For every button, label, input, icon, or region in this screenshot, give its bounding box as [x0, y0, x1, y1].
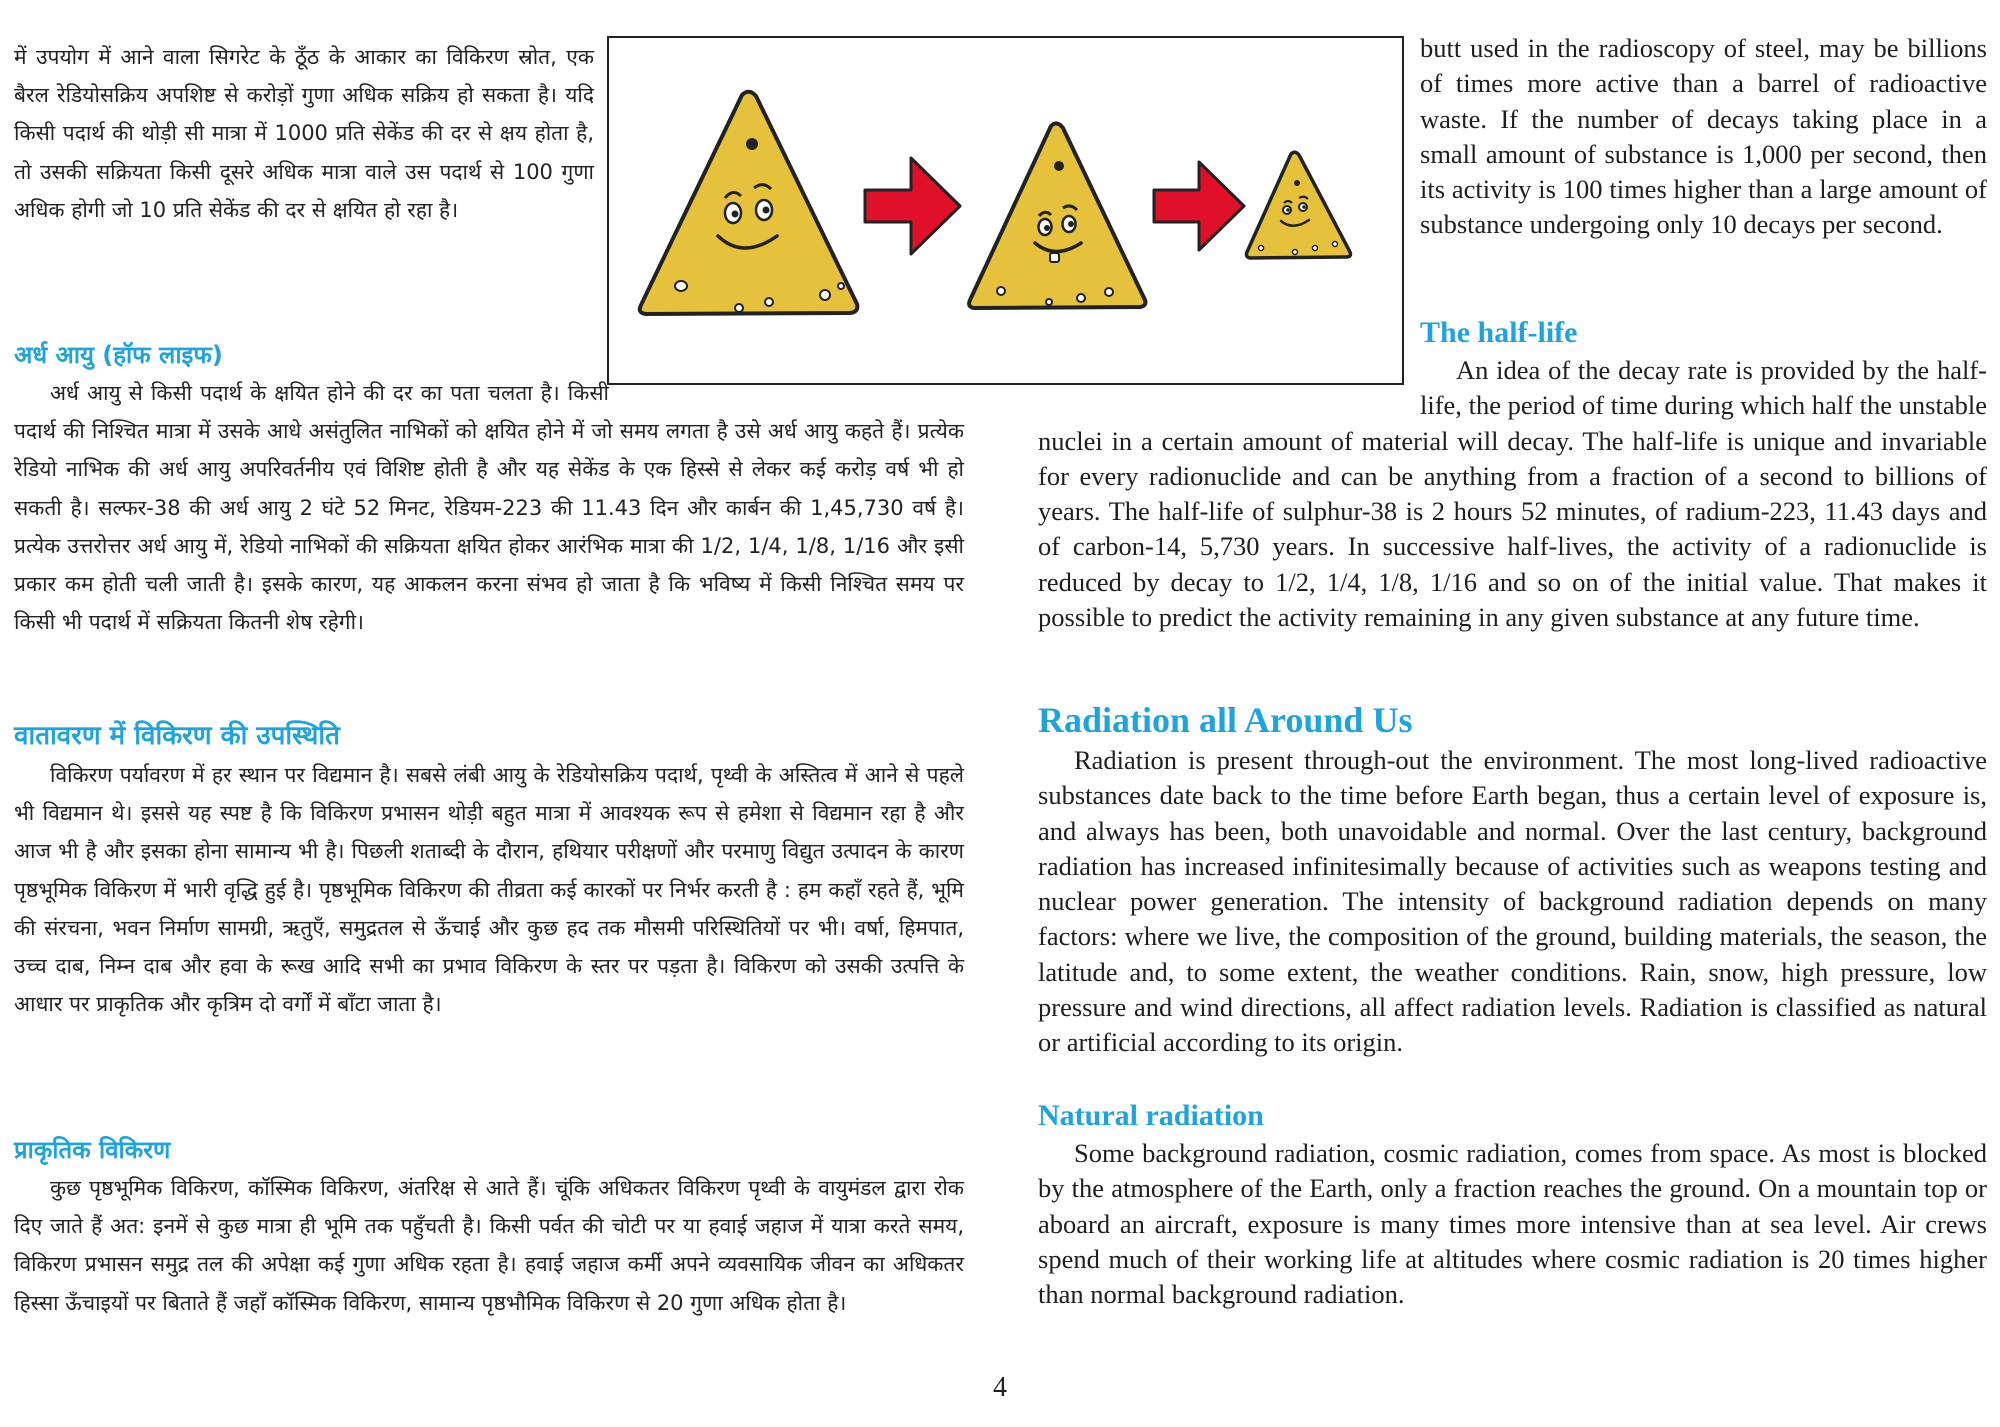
large-triangle-icon — [640, 92, 858, 314]
medium-triangle-icon — [969, 123, 1145, 308]
hindi-halflife-section — [14, 336, 964, 641]
arrow-right-icon — [1154, 162, 1244, 250]
english-halflife-paragraph: An idea of the decay rate is provided by the half-life, the period of time during which half the unstable nuclei in a certain amount of material will decay. The half-life is unique and invariable for every radionuclide and can be anything from a fraction of a second to billions of years. The half-life of sulphur-38 is 2 hours 52 minutes, of radium-223, 11.43 days and of carbon-14, 5,730 years. In successive half-lives, the activity of a radionuclide is reduced by decay to 1/2, 1/4, 1/8, 1/16 and so on of the initial value. That makes it possible to predict the activity remaining in any given substance at any future time. — [1038, 355, 1987, 633]
english-natural-heading: Natural radiation — [1038, 1099, 1264, 1132]
english-around-heading: Radiation all Around Us — [1038, 700, 1413, 740]
hindi-halflife-paragraph: अर्ध आयु से किसी पदार्थ के क्षयित होने की दर का पता चलता है। किसी पदार्थ की निश्चित मात्रा में उसके आधे असंतुलित नाभिकों को क्षयित होने में जो समय लगता है उसे अर्ध आयु कहते हैं। प्रत्येक रेडियो नाभिक की अर्ध आयु अपरिवर्तनीय एवं विशिष्ट होती है और यह सेकेंड के एक हिस्से से लेकर कई करोड़ वर्ष भी हो सकती है। सल्फर-38 की अर्ध आयु 2 घंटे 52 मिनट, रेडियम-223 की 11.43 दिन और कार्बन की 1,45,730 वर्ष है। प्रत्येक उत्तरोत्तर अर्ध आयु में, रेडियो नाभिकों की सक्रियता क्षयित होकर आरंभिक मात्रा की 1/2, 1/4, 1/8, 1/16 और इसी प्रकार कम होती चली जाती है। इसके कारण, यह आकलन करना संभव हो जाता है कि भविष्य में किसी निश्चित समय पर किसी भी पदार्थ में सक्रियता कितनी शेष रहेगी। — [14, 381, 964, 635]
hindi-natural-section — [14, 1131, 964, 1322]
english-intro-block — [1420, 31, 1987, 243]
english-around-paragraph: Radiation is present through-out the environment. The most long-lived radioactive substances date back to the time before Earth began, thus a certain level of exposure is, and always has been, both unavoidable and normal. Over the last century, background radiation has increased infinitesimally because of activities such as weapons testing and nuclear power generation. The intensity of background radiation depends on many factors: where we live, the composition of the ground, building materials, the season, the latitude and, to some extent, the weather conditions. Rain, snow, high pressure, low pressure and wind directions, all affect radiation levels. Radiation is classified as natural or artificial according to its origin. — [1038, 745, 1987, 1058]
english-natural-section — [1038, 1096, 1987, 1312]
english-around-section — [1038, 697, 1987, 1061]
english-natural-paragraph: Some background radiation, cosmic radiation, comes from space. As most is blocked by the atmosphere of the Earth, only a fraction reaches the ground. On a mountain top or aboard an aircraft, exposure is many times more intensive than at sea level. Air crews spend much of their working life at altitudes where cosmic radiation is 20 times higher than normal background radiation. — [1038, 1138, 1987, 1310]
hindi-environment-paragraph: विकिरण पर्यावरण में हर स्थान पर विद्यमान है। सबसे लंबी आयु के रेडियोसक्रिय पदार्थ, पृथ्वी के अस्तित्व में आने से पहले भी विद्यमान थे। इससे यह स्पष्ट है कि विकिरण प्रभासन थोड़ी बहुत मात्रा में आवश्यक रूप से हमेशा से विद्यमान रहा है और आज भी है और इसका होना सामान्य भी है। पिछली शताब्दी के दौरान, हथियार परीक्षणों और परमाणु विद्युत उत्पादन के कारण पृष्ठभूमिक विकिरण में भारी वृद्धि हुई है। पृष्ठभूमिक विकिरण की तीव्रता कई कारकों पर निर्भर करती है : हम कहाँ रहते हैं, भूमि की संरचना, भवन निर्माण सामग्री, ऋतुएँ, समुद्रतल से ऊँचाई और कुछ हद तक मौसमी परिस्थितियों पर भी। वर्षा, हिमपात, उच्च दाब, निम्न दाब और हवा के रूख आदि सभी का प्रभाव विकिरण के स्तर पर पड़ता है। विकिरण को उसकी उत्पत्ति के आधार पर प्राकृतिक और कृत्रिम दो वर्गों में बाँटा जाता है। — [14, 763, 964, 1017]
hindi-natural-heading: प्राकृतिक विकिरण — [14, 1136, 171, 1164]
english-halflife-section — [1038, 313, 1987, 635]
hindi-halflife-heading: अर्ध आयु (हॉफ लाइफ) — [14, 341, 223, 369]
hindi-environment-section — [14, 716, 964, 1023]
hindi-intro-paragraph: में उपयोग में आने वाला सिगरेट के ठूँठ के आकार का विकिरण स्रोत, एक बैरल रेडियोसक्रिय अपशिष्ट से करोड़ों गुणा अधिक सक्रिय हो सकता है। यदि किसी पदार्थ की थोड़ी सी मात्रा में 1000 प्रति सेकेंड की दर से क्षय होता है, तो उसकी सक्रियता किसी दूसरे अधिक मात्रा वाले उस पदार्थ से 100 गुणा अधिक होगी जो 10 प्रति सेकेंड की दर से क्षयित हो रहा है। — [14, 45, 594, 222]
hindi-natural-paragraph: कुछ पृष्ठभूमिक विकिरण, कॉस्मिक विकिरण, अंतरिक्ष से आते हैं। चूंकि अधिकतर विकिरण पृथ्वी के वायुमंडल द्वारा रोक दिए जाते हैं अत: इनमें से कुछ मात्रा ही भूमि तक पहुँचती है। किसी पर्वत की चोटी पर या हवाई जहाज में यात्रा करते समय, विकिरण प्रभासन समुद्र तल की अपेक्षा कई गुणा अधिक रहता है। हवाई जहाज कर्मी अपने व्यवसायिक जीवन का अधिकतर हिस्सा ऊँचाइयों पर बिताते हैं जहाँ कॉस्मिक विकिरण, सामान्य पृष्ठभौमिक विकिरण से 20 गुणा अधिक होता है। — [14, 1176, 964, 1315]
arrow-right-icon — [865, 158, 960, 254]
hindi-environment-heading: वातावरण में विकिरण की उपस्थिति — [14, 721, 340, 751]
small-triangle-icon — [1246, 152, 1350, 258]
page-number: 4 — [993, 1372, 1007, 1403]
english-halflife-heading: The half-life — [1420, 316, 1578, 349]
english-intro-paragraph: butt used in the radioscopy of steel, may be billions of times more active than a barrel of radioactive waste. If the number of decays taking place in a small amount of substance is 1,000 per second, then its activity is 100 times higher than a large amount of substance undergoing only 10 decays per second. — [1420, 33, 1987, 240]
hindi-intro-block — [14, 38, 594, 229]
